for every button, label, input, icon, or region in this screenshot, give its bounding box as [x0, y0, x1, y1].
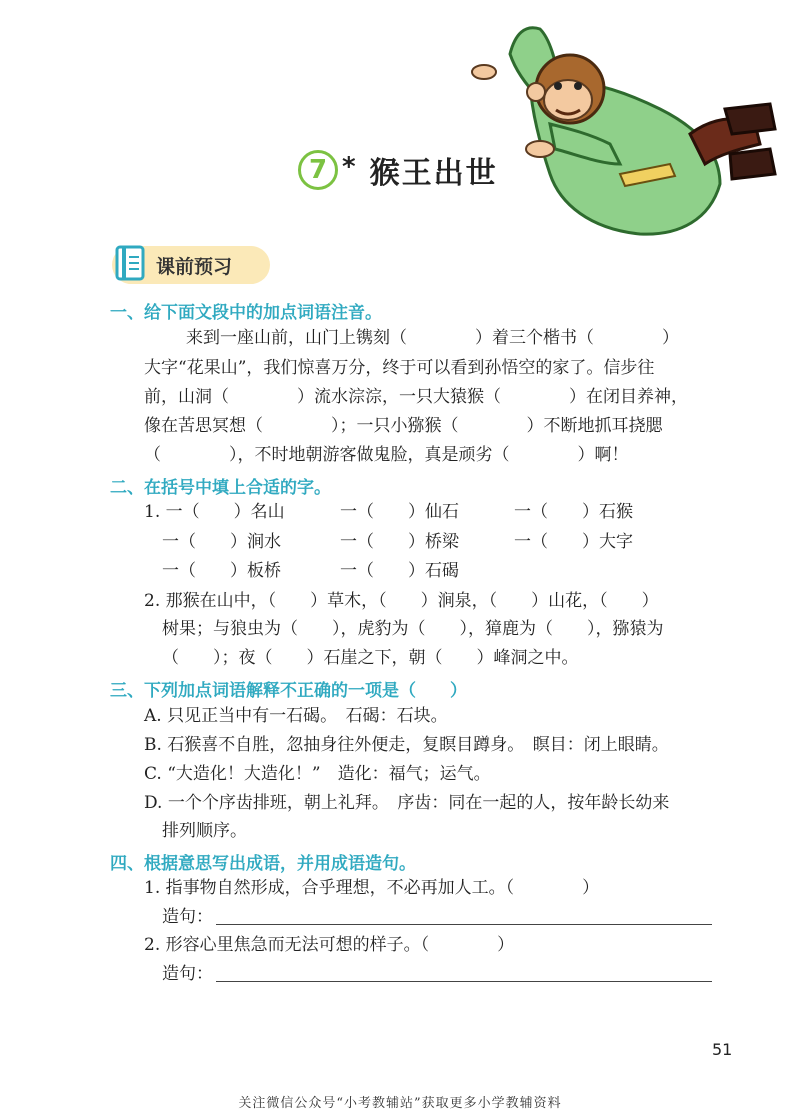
q3-option-d: D. 一个个序齿排班，朝上礼拜。 序齿：同在一起的人，按年龄长幼来	[144, 793, 670, 813]
monkey-king-illustration	[470, 14, 780, 236]
lesson-title-block	[298, 148, 498, 192]
q3-option-b: B. 石猴喜不自胜，忽抽身往外便走，复瞑目蹲身。 瞑目：闭上眼睛。	[144, 735, 669, 755]
q2-blank: 一（ ）大字	[514, 532, 633, 552]
q4-item-1: 1. 指事物自然形成，合乎理想，不必再加人工。（ ）	[144, 878, 600, 898]
q2-blank: 一（ ）涧水	[162, 532, 281, 552]
preview-badge-label: 课前预习	[156, 256, 233, 278]
q2-heading: 二、在括号中填上合适的字。	[110, 478, 331, 498]
q1-line: 大字“花果山”，我们惊喜万分，终于可以看到孙悟空的家了。信步往	[144, 358, 655, 378]
q3-option-a: A. 只见正当中有一石碣。 石碣：石块。	[144, 706, 448, 726]
q1-line: 来到一座山前，山门上镌刻（ ）着三个楷书（ ）	[186, 328, 679, 348]
q2-blank: 一（ ）桥梁	[340, 532, 459, 552]
optional-star: *	[342, 152, 356, 182]
q2-blank: 1. 一（ ）名山	[144, 502, 285, 522]
answer-line[interactable]	[216, 981, 712, 982]
q2-blank: 一（ ）石猴	[514, 502, 633, 522]
q1-heading: 一、给下面文段中的加点词语注音。	[110, 303, 382, 323]
q2-blank: 一（ ）板桥	[162, 561, 281, 581]
lesson-title: 猴王出世	[369, 156, 498, 191]
q3-option-c: C. “大造化！大造化！” 造化：福气；运气。	[144, 764, 491, 784]
q1-line: 像在苦思冥想（ ）；一只小猕猴（ ）不断地抓耳挠腮	[144, 416, 663, 436]
answer-line[interactable]	[216, 924, 712, 925]
lesson-number: 7	[298, 150, 338, 190]
q1-line: 前，山洞（ ）流水淙淙，一只大猿猴（ ）在闭目养神，	[144, 387, 688, 407]
q2-part2-line: 树果；与狼虫为（ ），虎豹为（ ），獐鹿为（ ），猕猿为	[162, 619, 664, 639]
q1-line: （ ），不时地朝游客做鬼脸，真是顽劣（ ）啊！	[144, 445, 629, 465]
sentence-label: 造句：	[162, 964, 213, 984]
q4-heading: 四、根据意思写出成语，并用成语造句。	[110, 854, 416, 874]
book-icon	[114, 243, 148, 283]
page-number: 51	[712, 1040, 733, 1059]
q4-item-2: 2. 形容心里焦急而无法可想的样子。（ ）	[144, 935, 515, 955]
q3-heading: 三、下列加点词语解释不正确的一项是（ ）	[110, 681, 467, 701]
q3-option-d-continued: 排列顺序。	[162, 821, 247, 841]
sentence-label: 造句：	[162, 907, 213, 927]
q2-blank: 一（ ）仙石	[340, 502, 459, 522]
q2-blank: 一（ ）石碣	[340, 561, 459, 581]
footer-note: 关注微信公众号“小考教辅站”获取更多小学教辅资料	[238, 1096, 562, 1111]
q2-part2-line: （ ）；夜（ ）石崖之下，朝（ ）峰洞之中。	[162, 648, 579, 668]
q2-part2-line: 2. 那猴在山中，（ ）草木，（ ）涧泉，（ ）山花，（ ）	[144, 591, 659, 611]
